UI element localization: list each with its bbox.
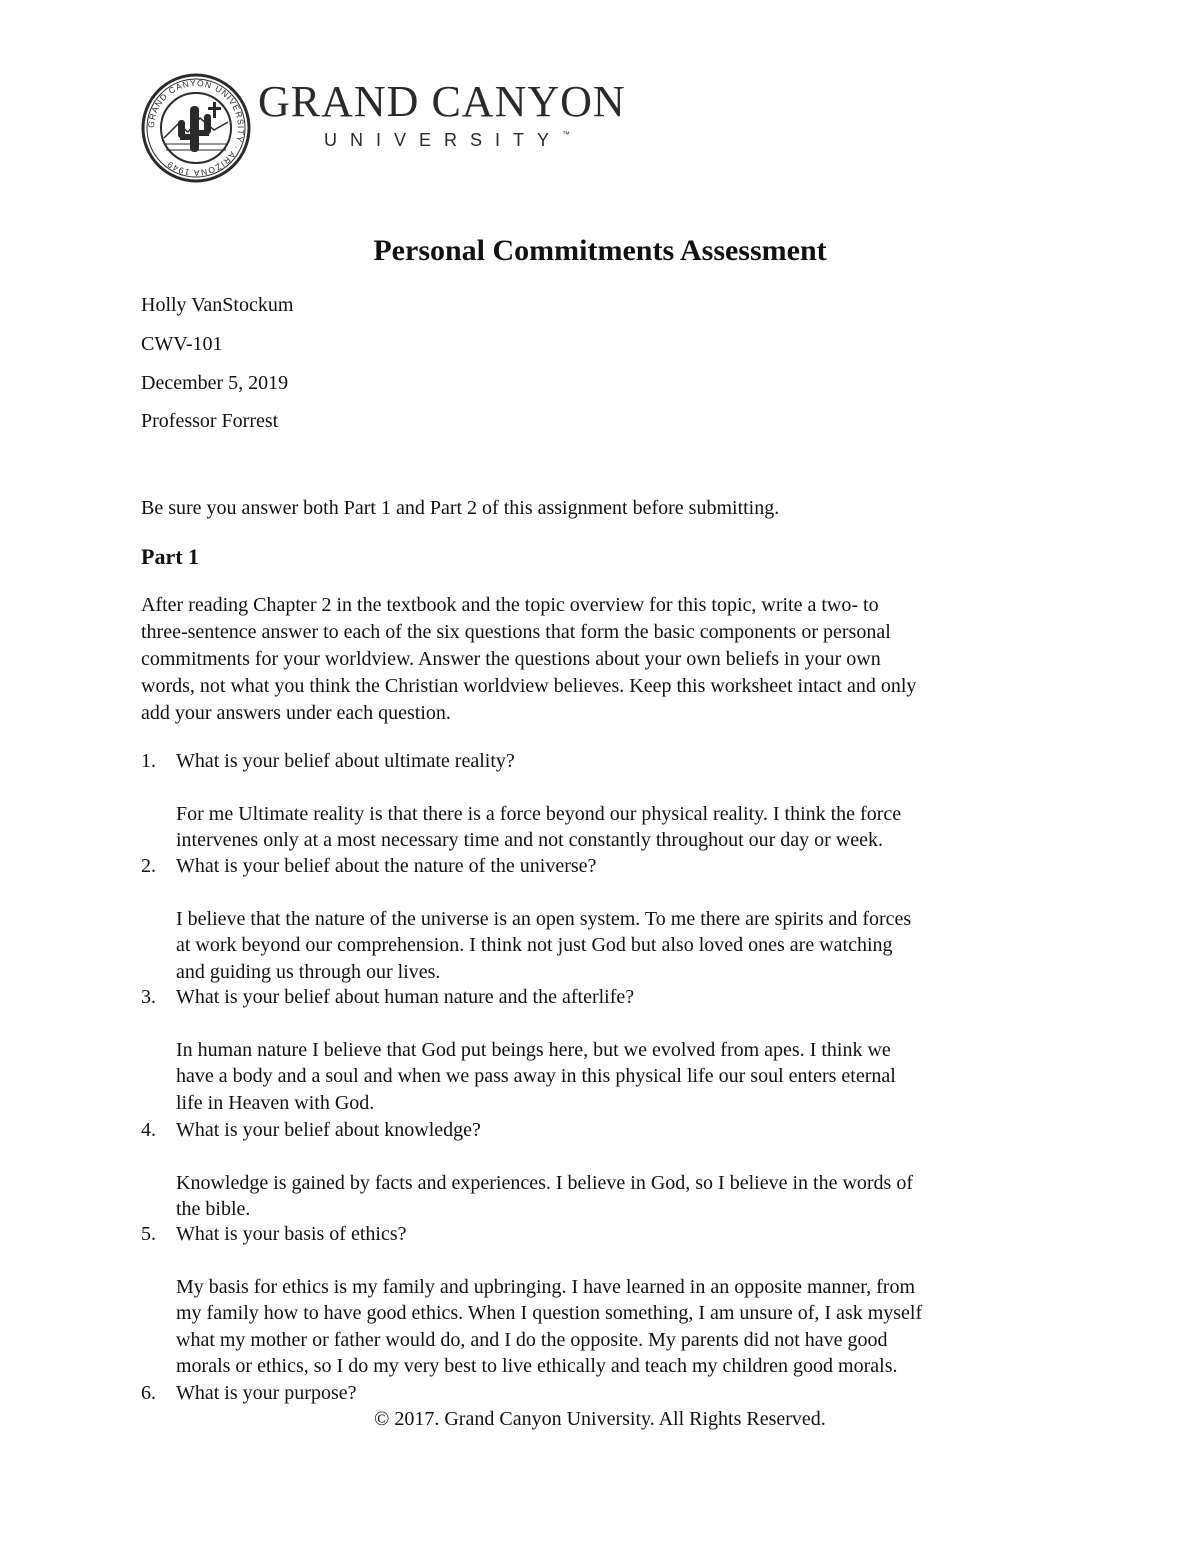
question-text <box>141 1380 1081 1407</box>
answer-line: have a body and a soul and when we pass away in this physical life our soul enters eternal <box>176 1065 896 1087</box>
answer-text <box>141 906 1081 986</box>
answer-line: I believe that the nature of the universe is an open system. To me there are spirits and forces <box>176 907 912 930</box>
university-logo <box>140 72 626 184</box>
intro-line: three-sentence answer to each of the six questions that form the basic components or personal <box>141 621 891 643</box>
question-number: 4. <box>141 1119 156 1141</box>
answer-line: and guiding us through our lives. <box>176 960 441 983</box>
question-item-1 <box>141 748 1081 854</box>
seal-text: GRAND CANYON UNIVERSITY · ARIZONA 1949 <box>145 77 247 179</box>
answer-line: Knowledge is gained by facts and experiences. I believe in God, so I believe in the words of <box>176 1171 913 1194</box>
question-item-4 <box>141 1117 1081 1223</box>
question-number: 5. <box>141 1223 156 1245</box>
question-item-2 <box>141 853 1081 985</box>
instructions-text: Be sure you answer both Part 1 and Part 2 of this assignment before submitting. <box>141 497 780 519</box>
question-item-5 <box>141 1221 1081 1380</box>
question-number: 2. <box>141 855 156 877</box>
question-text <box>141 1117 1081 1144</box>
trademark-symbol: ™ <box>562 130 571 139</box>
submission-date: December 5, 2019 <box>141 372 289 394</box>
question-label: What is your belief about knowledge? <box>176 1119 481 1141</box>
logo-wordmark <box>258 77 626 151</box>
question-number: 1. <box>141 750 156 772</box>
question-item-3 <box>141 984 1081 1116</box>
answer-line: In human nature I believe that God put beings here, but we evolved from apes. I think we <box>176 1038 891 1061</box>
question-number: 6. <box>141 1382 156 1404</box>
logo-wordmark-main: GRAND CANYON <box>258 77 626 126</box>
question-number: 3. <box>141 986 156 1008</box>
intro-line: After reading Chapter 2 in the textbook and the topic overview for this topic, write a two- to <box>141 594 879 616</box>
question-text <box>141 853 1081 880</box>
part-1-intro <box>141 592 1071 727</box>
answer-text <box>141 1037 1081 1117</box>
answer-line: my family how to have good ethics. When I question something, I am unsure of, I ask myself <box>176 1302 923 1324</box>
answer-line: morals or ethics, so I do my very best to live ethically and teach my children good morals. <box>176 1355 898 1377</box>
intro-line: words, not what you think the Christian worldview believes. Keep this worksheet intact and only <box>141 675 917 697</box>
answer-line: what my mother or father would do, and I do the opposite. My parents did not have good <box>176 1328 888 1351</box>
answer-line: at work beyond our comprehension. I think not just God but also loved ones are watching <box>176 934 893 956</box>
question-label: What is your belief about the nature of the universe? <box>176 855 597 877</box>
answer-line: the bible. <box>176 1198 251 1220</box>
question-text <box>141 984 1081 1011</box>
intro-line: add your answers under each question. <box>141 702 451 724</box>
answer-line: For me Ultimate reality is that there is a force beyond our physical reality. I think the force <box>176 802 902 825</box>
answer-text <box>141 801 1081 854</box>
answer-line: life in Heaven with God. <box>176 1091 375 1114</box>
question-label: What is your basis of ethics? <box>176 1223 407 1245</box>
question-label: What is your purpose? <box>176 1382 357 1404</box>
answer-line: My basis for ethics is my family and upbringing. I have learned in an opposite manner, from <box>176 1275 916 1298</box>
course-code: CWV-101 <box>141 333 223 355</box>
question-text <box>141 748 1081 775</box>
question-label: What is your belief about human nature and the afterlife? <box>176 986 635 1008</box>
logo-wordmark-sub <box>258 130 626 151</box>
professor-name: Professor Forrest <box>141 410 279 432</box>
copyright-footer: © 2017. Grand Canyon University. All Rights Reserved. <box>374 1408 826 1430</box>
question-item-6 <box>141 1380 1081 1407</box>
logo-wordmark-sub-text: UNIVERSITY <box>324 130 563 150</box>
question-label: What is your belief about ultimate reality? <box>176 750 515 772</box>
answer-line: intervenes only at a most necessary time and not constantly throughout our day or week. <box>176 829 884 851</box>
answer-text <box>141 1274 1081 1380</box>
university-seal-icon <box>140 72 252 184</box>
question-text <box>141 1221 1081 1248</box>
answer-text <box>141 1170 1081 1223</box>
page-title: Personal Commitments Assessment <box>373 234 827 267</box>
part-1-heading: Part 1 <box>141 544 200 569</box>
intro-line: commitments for your worldview. Answer the questions about your own beliefs in your own <box>141 648 881 670</box>
student-name: Holly VanStockum <box>141 294 294 316</box>
